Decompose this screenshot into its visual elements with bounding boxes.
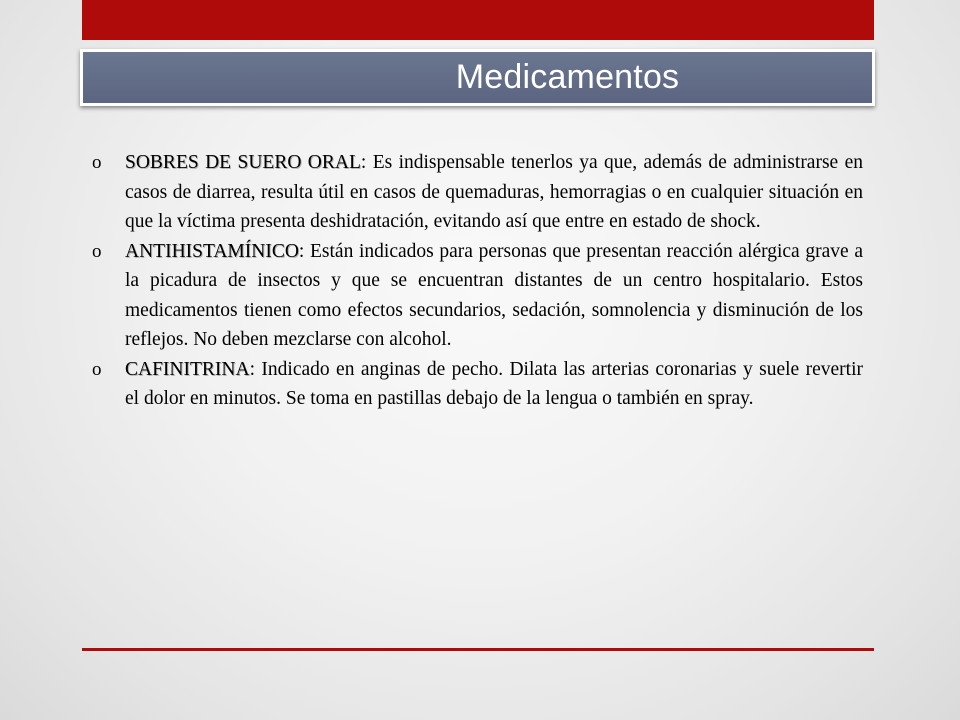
item-text: [125, 237, 863, 355]
title-frame: [80, 49, 875, 106]
bullet-marker: o: [92, 240, 102, 262]
bullet-list: [92, 148, 863, 414]
title-banner: [83, 52, 872, 103]
bullet-marker: o: [92, 152, 102, 173]
item-description: : Es indispensable tenerlos ya que, además de administrarse en casos de diarrea, resulta útil en casos de quemaduras, hemorragias o en cualquier situación en que la víctima presenta deshidratación, evitando así que entre en estado de shock.: [125, 152, 863, 232]
item-term: SOBRES DE SUERO ORAL: [125, 152, 361, 173]
bullet-marker: o: [92, 358, 102, 380]
item-term: CAFINITRINA: [125, 358, 250, 380]
item-text: [125, 355, 863, 414]
item-description: : Indicado en anginas de pecho. Dilata las arterias coronarias y suele revertir el dolor en minutos. Se toma en pastillas debajo de la lengua o también en spray.: [125, 358, 863, 409]
bottom-accent-line: [82, 648, 874, 651]
item-description: : Están indicados para personas que presentan reacción alérgica grave a la picadura de insectos y que se encuentran distantes de un centro hospitalario. Estos medicamentos tienen como efectos secundarios, sedación, somnolencia y disminución de los reflejos. No deben mezclarse con alcohol.: [125, 240, 863, 350]
item-text: [125, 148, 863, 237]
list-item: [92, 355, 863, 414]
list-item: [92, 148, 863, 237]
top-accent-bar: [82, 0, 874, 40]
slide-title: Medicamentos: [455, 58, 680, 96]
item-term: ANTIHISTAMÍNICO: [125, 240, 299, 262]
list-item: [92, 237, 863, 355]
